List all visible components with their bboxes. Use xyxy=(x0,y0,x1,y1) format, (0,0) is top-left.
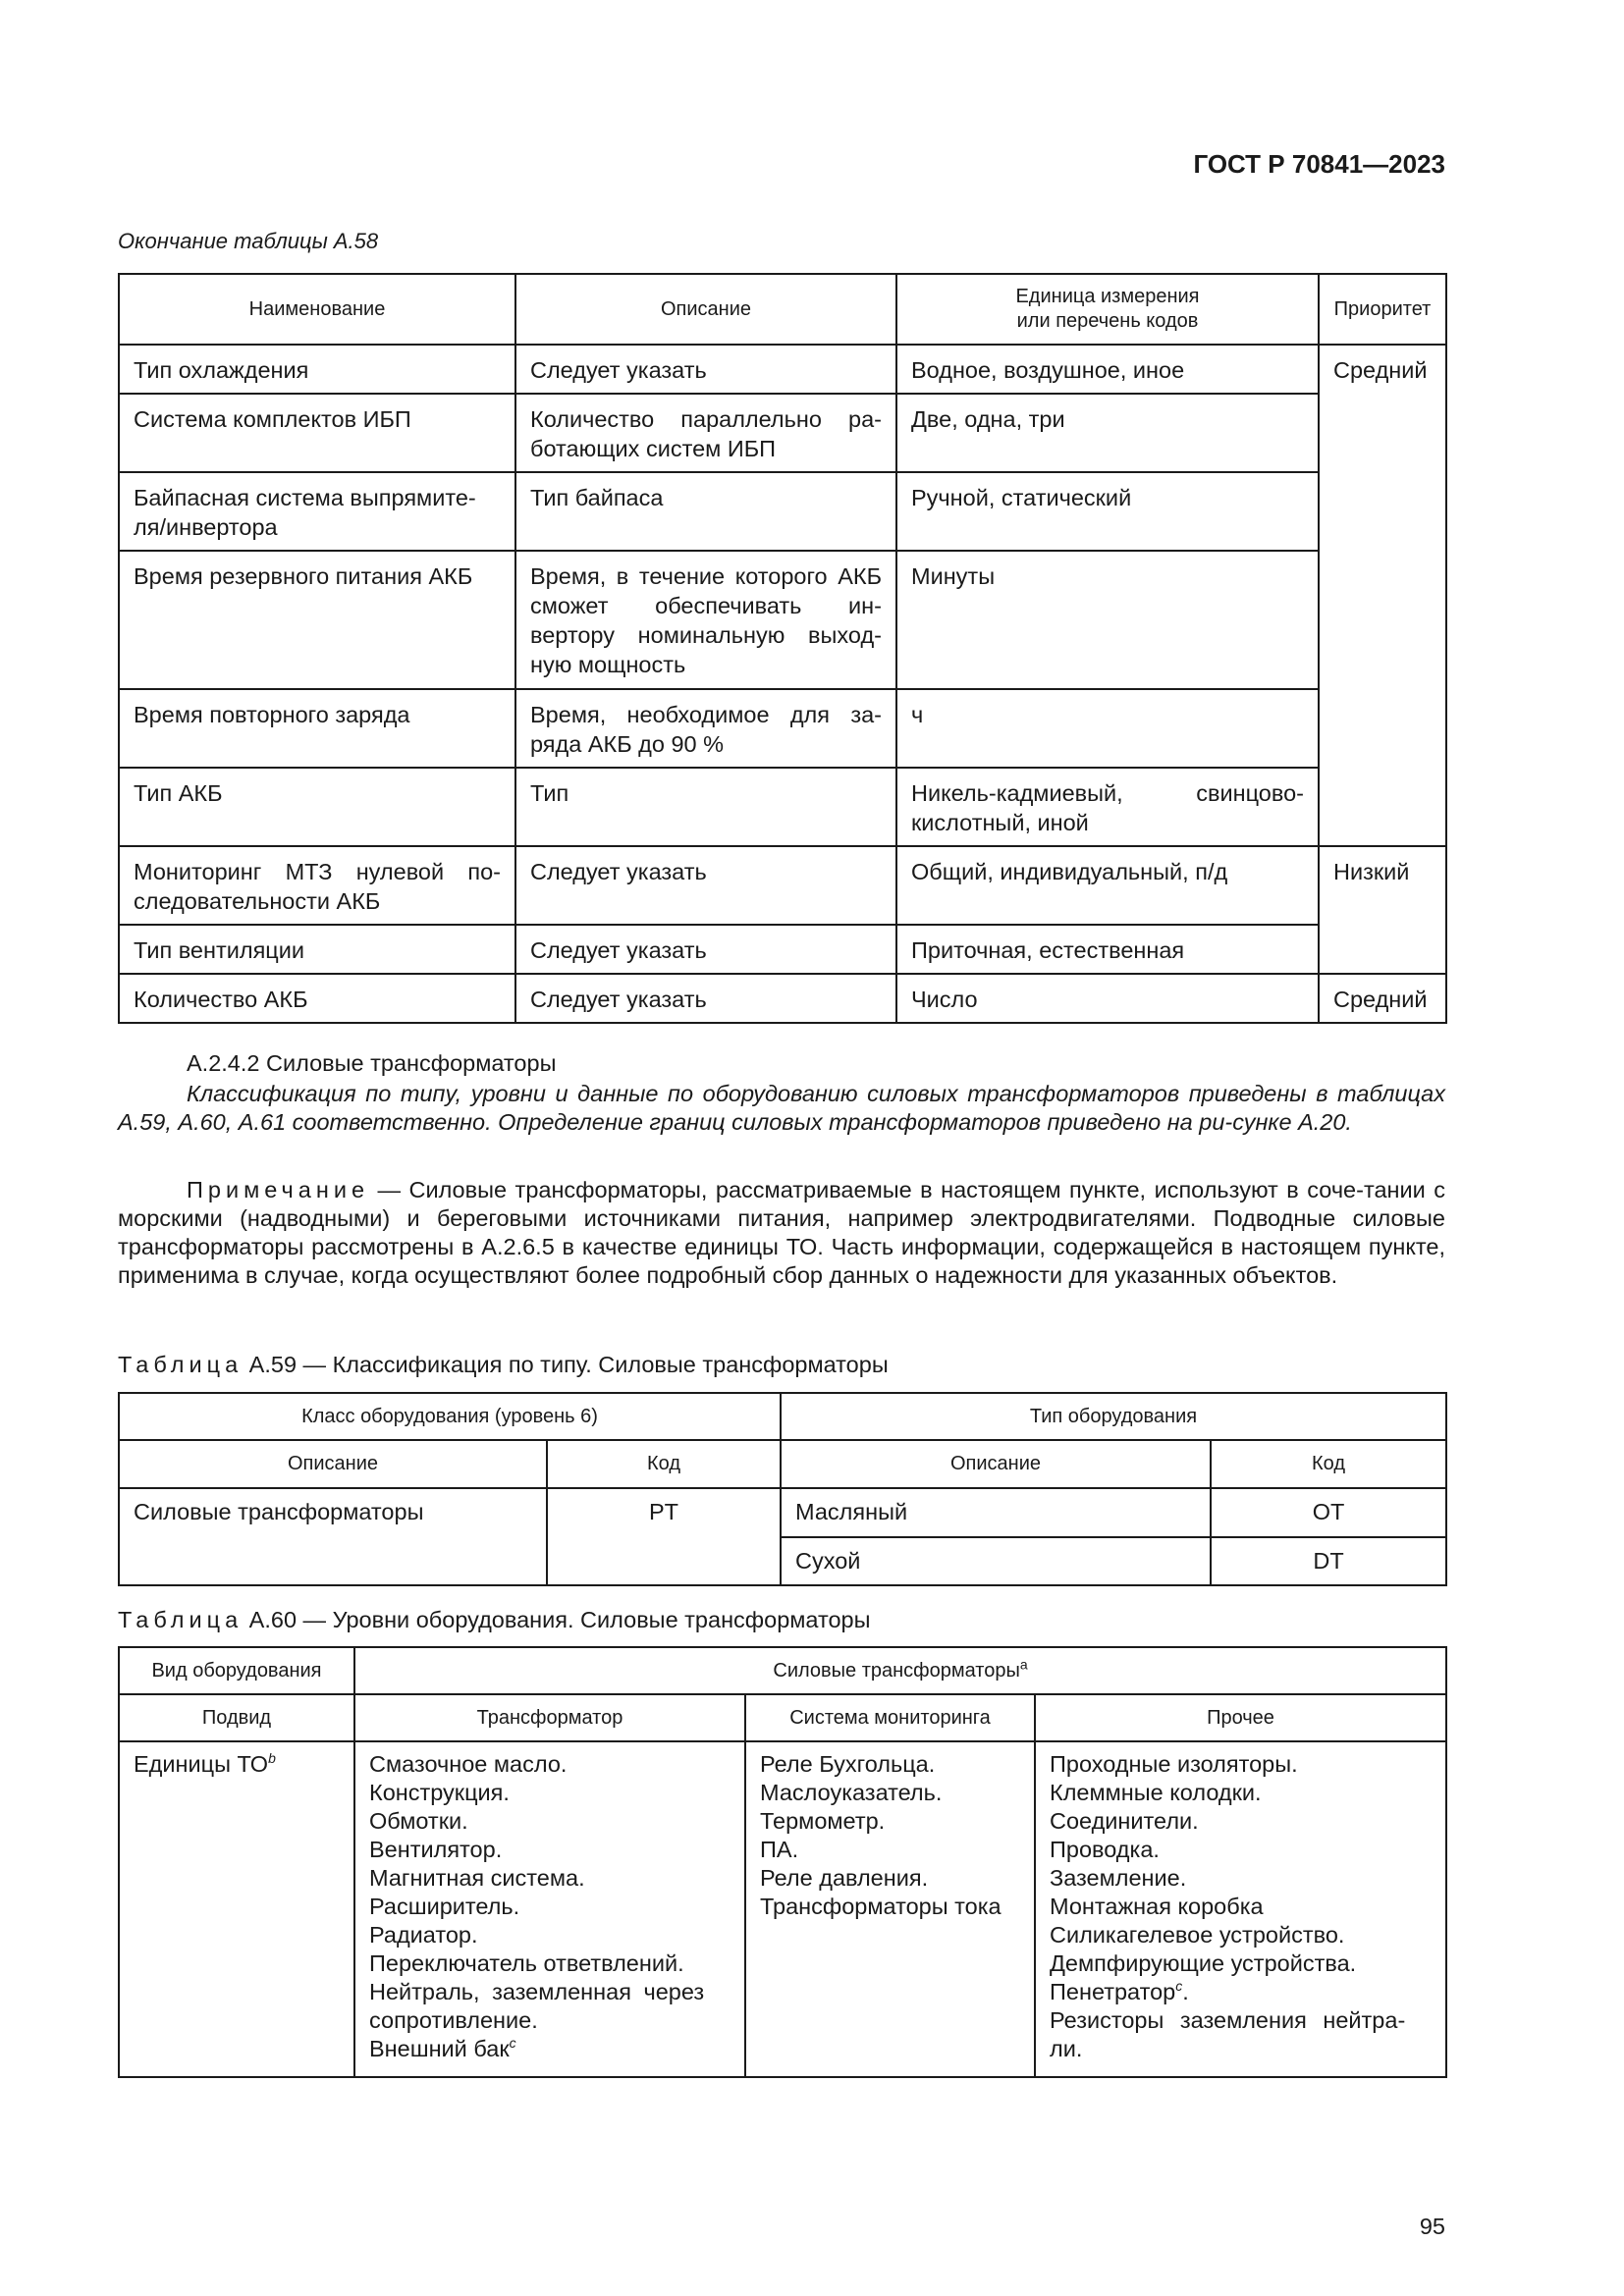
table-cell: Мониторинг МТЗ нулевой по-следовательности АКБ xyxy=(119,846,515,925)
table-caption: А.59 — Классификация по типу. Силовые трансформаторы xyxy=(243,1352,889,1377)
table-cell: Силовые трансформаторы xyxy=(119,1488,547,1585)
row-label: Единицы ТО xyxy=(134,1751,269,1777)
table-cell: Приточная, естественная xyxy=(896,925,1319,974)
table-cell: Тип охлаждения xyxy=(119,345,515,394)
footnote-mark: c xyxy=(1175,1978,1183,1995)
list-item: Клеммные колодки. xyxy=(1050,1780,1262,1805)
table-cell: Количество АКБ xyxy=(119,974,515,1023)
section-heading: А.2.4.2 Силовые трансформаторы xyxy=(187,1050,557,1076)
table-cell: Время, необходимое для за-ряда АКБ до 90 % xyxy=(515,689,896,768)
list-item: Смазочное масло. xyxy=(369,1751,568,1777)
table-a59 xyxy=(118,1392,1447,1586)
group-header xyxy=(354,1647,1446,1694)
group-header-class: Класс оборудования (уровень 6) xyxy=(119,1393,781,1440)
list-item: Реле Бухгольца. xyxy=(760,1751,936,1777)
table-label: Таблица xyxy=(118,1607,244,1632)
table-cell: Время резервного питания АКБ xyxy=(119,551,515,689)
table-cell: Минуты xyxy=(896,551,1319,689)
table-a58 xyxy=(118,273,1447,1024)
col-header-desc: Описание xyxy=(119,1440,547,1488)
table-cell: Количество параллельно ра-ботающих систем ИБП xyxy=(515,394,896,472)
list-item: Переключатель ответвлений. xyxy=(369,1950,684,1976)
footnote-mark: a xyxy=(1019,1655,1028,1672)
list-item: Монтажная коробка xyxy=(1050,1894,1264,1919)
table-cell: Водное, воздушное, иное xyxy=(896,345,1319,394)
unit-header-line1: Единица измерения xyxy=(1015,286,1200,307)
col-header-desc: Описание xyxy=(515,274,896,345)
table-cell: Сухой xyxy=(781,1537,1211,1585)
table-cell: DT xyxy=(1211,1537,1446,1585)
table-label: Таблица xyxy=(118,1352,244,1377)
col-header-code: Код xyxy=(547,1440,781,1488)
note-paragraph xyxy=(118,1176,1445,1290)
table-cell: Следует указать xyxy=(515,846,896,925)
list-item: Реле давления. xyxy=(760,1865,929,1891)
table-cell: Тип xyxy=(515,768,896,846)
table-a59-title xyxy=(118,1352,889,1378)
table-cell: ч xyxy=(896,689,1319,768)
table-cell: Тип вентиляции xyxy=(119,925,515,974)
unit-header-line2: или перечень кодов xyxy=(1016,310,1199,332)
table-cell: Никель-кадмиевый, свинцово-кислотный, иной xyxy=(896,768,1319,846)
col-header-desc: Описание xyxy=(781,1440,1211,1488)
priority-cell: Низкий xyxy=(1319,846,1446,974)
list-item-text: Пенетратор xyxy=(1050,1979,1176,2004)
row-label-cell xyxy=(119,1741,354,2077)
table-a60 xyxy=(118,1646,1447,2078)
list-item: Трансформаторы тока xyxy=(760,1894,1001,1919)
col-header-subkind: Подвид xyxy=(119,1694,354,1741)
table-cell: Байпасная система выпрямите-ля/инвертора xyxy=(119,472,515,551)
footnote-mark: c xyxy=(509,2035,516,2052)
table-cell: PT xyxy=(547,1488,781,1585)
table-cell: Время повторного заряда xyxy=(119,689,515,768)
col-header-unit xyxy=(896,274,1319,345)
transformer-items xyxy=(354,1741,745,2077)
list-item: Соединители. xyxy=(1050,1808,1199,1834)
note-text: — Силовые трансформаторы, рассматриваемые в настоящем пункте, используют в соче-тании с морскими (надводными) и береговыми источниками питания, например электродвигателями. Подводные силовые трансформаторы рассмотрены в А.2.6.5 в качестве единицы ТО. Часть информации, содержащейся в настоящем пункте, применима в случае, когда осуществляют более подробный сбор данных о надежности для указанных объектов. xyxy=(118,1177,1445,1288)
list-item: Демпфирующие устройства. xyxy=(1050,1950,1357,1976)
priority-cell: Средний xyxy=(1319,974,1446,1023)
table-cell: Время, в течение которого АКБ сможет обеспечивать ин-вертору номинальную выход-ную мощность xyxy=(515,551,896,689)
list-item: Резисторы заземления нейтра- xyxy=(1050,2007,1406,2033)
col-header-name: Наименование xyxy=(119,274,515,345)
list-item: Магнитная система. xyxy=(369,1865,585,1891)
list-item: Силикагелевое устройство. xyxy=(1050,1922,1345,1948)
note-label: Примечание xyxy=(187,1177,370,1202)
table-cell: Масляный xyxy=(781,1488,1211,1537)
table-cell: Следует указать xyxy=(515,974,896,1023)
col-header-monitoring: Система мониторинга xyxy=(745,1694,1035,1741)
table-cell: OT xyxy=(1211,1488,1446,1537)
list-item xyxy=(1050,1978,1432,2006)
table-cell: Следует указать xyxy=(515,345,896,394)
table-cell: Система комплектов ИБП xyxy=(119,394,515,472)
list-item: Проводка. xyxy=(1050,1837,1160,1862)
table-cell: Ручной, статический xyxy=(896,472,1319,551)
table-a60-title xyxy=(118,1607,871,1633)
list-item: Термометр. xyxy=(760,1808,886,1834)
list-item xyxy=(369,2035,731,2063)
list-item: Заземление. xyxy=(1050,1865,1187,1891)
list-item-tail: . xyxy=(1182,1979,1189,2004)
table-a58-caption: Окончание таблицы А.58 xyxy=(118,229,379,253)
group-header-text: Силовые трансформаторы xyxy=(773,1659,1020,1682)
table-cell: Тип АКБ xyxy=(119,768,515,846)
table-cell: Тип байпаса xyxy=(515,472,896,551)
col-header-priority: Приоритет xyxy=(1319,274,1446,345)
list-item: Нейтраль, заземленная через xyxy=(369,1979,705,2004)
list-item: ли. xyxy=(1050,2036,1083,2061)
col-header-other: Прочее xyxy=(1035,1694,1446,1741)
priority-cell: Средний xyxy=(1319,345,1446,846)
table-cell: Общий, индивидуальный, п/д xyxy=(896,846,1319,925)
list-item: Проходные изоляторы. xyxy=(1050,1751,1298,1777)
footnote-mark: b xyxy=(268,1750,276,1767)
list-item: Маслоуказатель. xyxy=(760,1780,943,1805)
col-header-kind: Вид оборудования xyxy=(119,1647,354,1694)
list-item: Обмотки. xyxy=(369,1808,468,1834)
col-header-transformer: Трансформатор xyxy=(354,1694,745,1741)
list-item-text: Внешний бак xyxy=(369,2036,510,2061)
page-number: 95 xyxy=(1419,2214,1445,2239)
table-cell: Следует указать xyxy=(515,925,896,974)
group-header-type: Тип оборудования xyxy=(781,1393,1446,1440)
table-cell: Две, одна, три xyxy=(896,394,1319,472)
list-item: сопротивление. xyxy=(369,2007,538,2033)
table-cell: Число xyxy=(896,974,1319,1023)
other-items xyxy=(1035,1741,1446,2077)
list-item: Вентилятор. xyxy=(369,1837,503,1862)
list-item: ПА. xyxy=(760,1837,799,1862)
section-intro: Классификация по типу, уровни и данные по оборудованию силовых трансформаторов приведены в таблицах А.59, А.60, А.61 соответственно. Определение границ силовых трансформаторов приведено на ри-сунке А.20. xyxy=(118,1081,1445,1135)
list-item: Конструкция. xyxy=(369,1780,510,1805)
list-item: Радиатор. xyxy=(369,1922,478,1948)
monitoring-items xyxy=(745,1741,1035,2077)
list-item: Расширитель. xyxy=(369,1894,520,1919)
table-caption: А.60 — Уровни оборудования. Силовые трансформаторы xyxy=(243,1607,871,1632)
col-header-code: Код xyxy=(1211,1440,1446,1488)
document-id: ГОСТ Р 70841—2023 xyxy=(1193,149,1445,179)
